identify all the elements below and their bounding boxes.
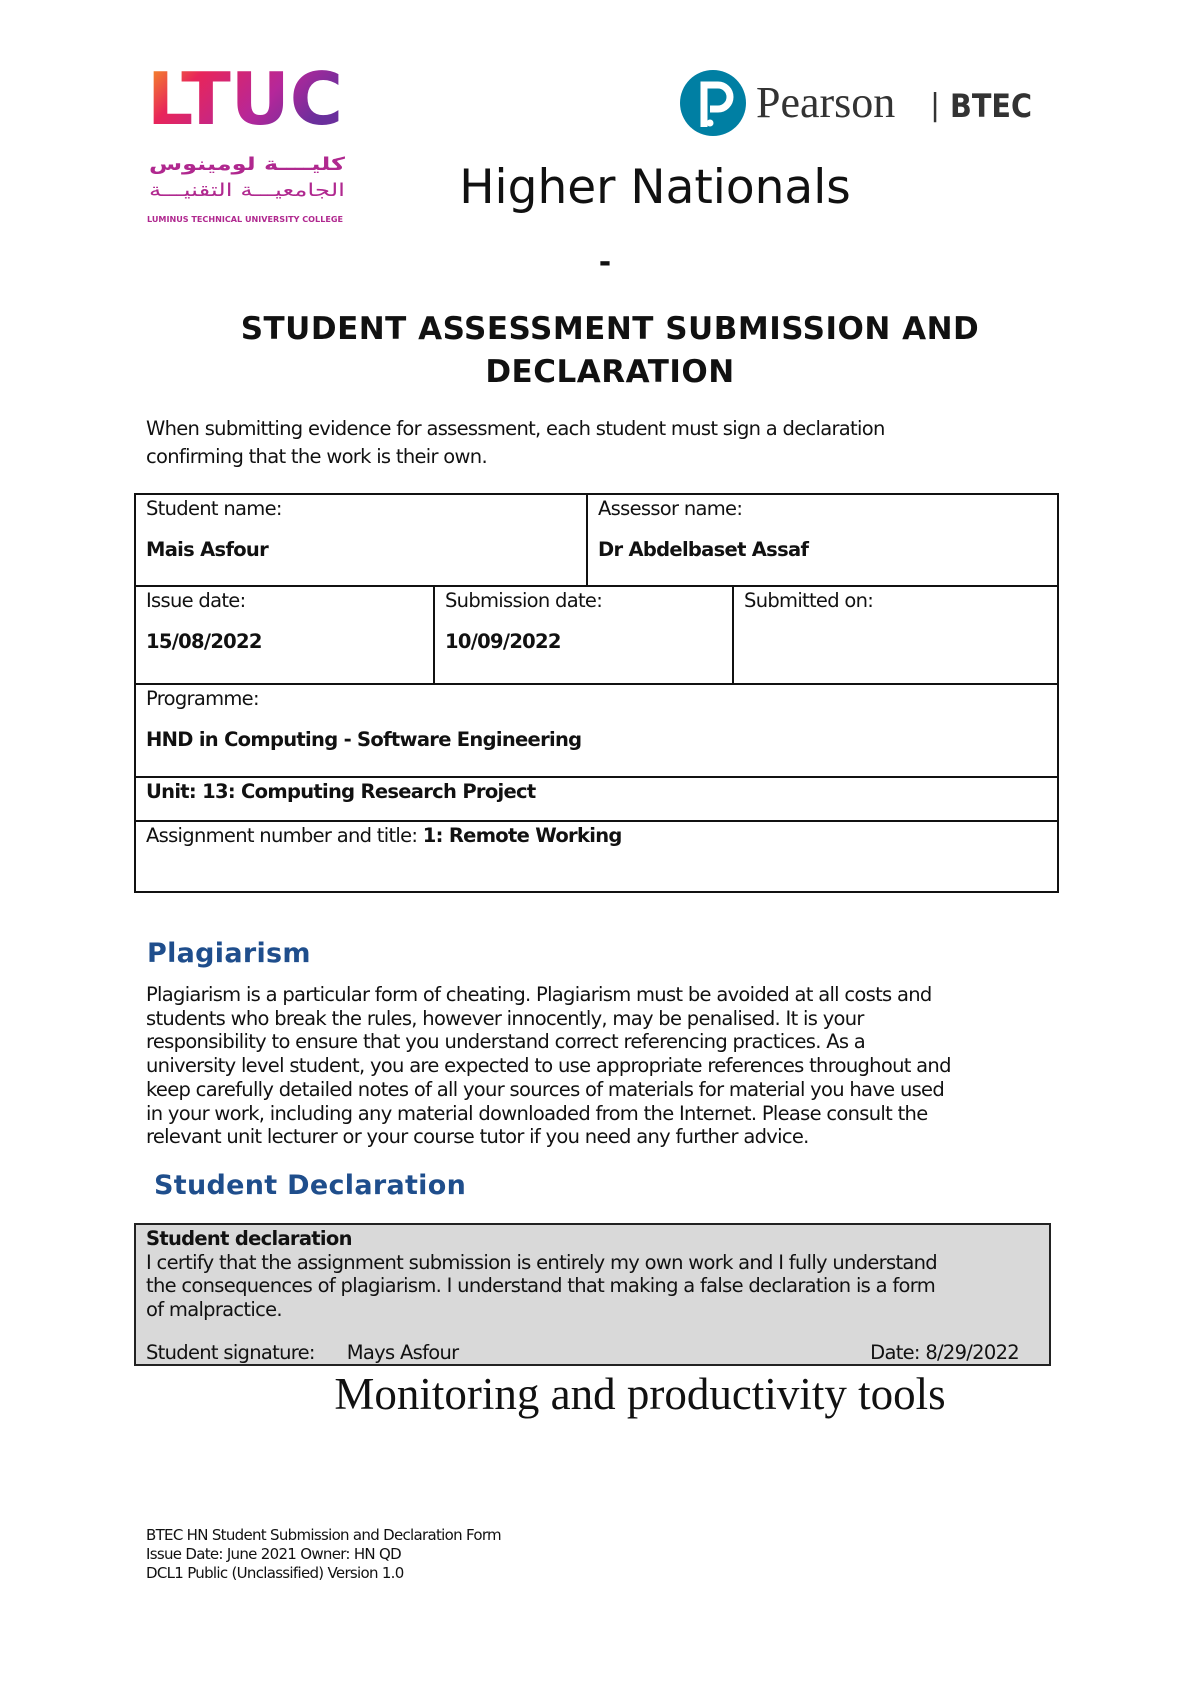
pearson-separator: | (930, 88, 941, 123)
issue-date-cell (135, 586, 434, 684)
btec-text: BTEC (950, 87, 1032, 125)
intro-line2: confirming that the work is their own. (146, 445, 487, 468)
programme-value: HND in Computing - Software Engineering (146, 728, 582, 751)
pearson-text: Pearson (756, 78, 896, 127)
programme-label: Programme: (146, 687, 259, 710)
submitted-on-cell (733, 586, 1058, 684)
submission-date-value: 10/09/2022 (445, 630, 561, 653)
plagiarism-line: relevant unit lecturer or your course tutor if you need any further advice. (146, 1125, 809, 1149)
intro-text (146, 415, 885, 471)
plagiarism-line: university level student, you are expected to use appropriate references throughout and (146, 1054, 951, 1078)
document-title (0, 308, 1200, 394)
plagiarism-heading: Plagiarism (147, 938, 311, 969)
issue-date-label: Issue date: (146, 589, 246, 612)
student-name-value: Mais Asfour (146, 538, 269, 561)
footer (146, 1526, 501, 1583)
submitted-on-label: Submitted on: (744, 589, 874, 612)
signature-row (146, 1341, 1019, 1365)
declaration-line: I certify that the assignment submission is entirely my own work and I fully understand (146, 1250, 937, 1274)
document-title-line1: STUDENT ASSESSMENT SUBMISSION AND (240, 311, 980, 347)
programme-cell (135, 684, 1058, 777)
assessor-name-cell (587, 494, 1058, 586)
section-title: Monitoring and productivity tools (334, 1369, 946, 1419)
date-value: 8/29/2022 (925, 1340, 1019, 1364)
signature-label: Student signature: (146, 1340, 315, 1364)
plagiarism-line: responsibility to ensure that you understand correct referencing practices. As a (146, 1030, 866, 1054)
ltuc-caption: LUMINUS TECHNICAL UNIVERSITY COLLEGE (147, 215, 343, 224)
assignment-label: Assignment number and title: (146, 824, 418, 847)
assignment-cell (135, 821, 1058, 892)
ltuc-logo-text: LTUC (147, 62, 343, 141)
declaration-line: of malpractice. (146, 1297, 282, 1321)
unit-value: Unit: 13: Computing Research Project (146, 780, 536, 803)
date-label: Date: (870, 1340, 920, 1364)
submission-date-label: Submission date: (445, 589, 603, 612)
assessor-name-label: Assessor name: (598, 497, 743, 520)
plagiarism-line: in your work, including any material downloaded from the Internet. Please consult the (146, 1101, 928, 1125)
unit-cell (135, 777, 1058, 821)
document-title-line2: DECLARATION (485, 354, 735, 390)
ltuc-arabic-line1: كليــــة لومينوس (149, 154, 346, 175)
student-declaration-heading: Student Declaration (154, 1170, 467, 1201)
student-name-cell (135, 494, 587, 586)
submission-date-cell (434, 586, 733, 684)
signature-value: Mays Asfour (346, 1340, 459, 1364)
footer-line1: BTEC HN Student Submission and Declaration Form (146, 1526, 501, 1544)
higher-nationals-title: Higher Nationals (459, 160, 851, 215)
footer-line3: DCL1 Public (Unclassified) Version 1.0 (146, 1564, 404, 1582)
plagiarism-text (146, 983, 951, 1149)
footer-line2: Issue Date: June 2021 Owner: HN QD (146, 1545, 401, 1563)
title-dash: - (598, 245, 612, 280)
student-name-label: Student name: (146, 497, 282, 520)
intro-line1: When submitting evidence for assessment, each student must sign a declaration (146, 417, 885, 440)
plagiarism-line: keep carefully detailed notes of all your sources of materials for material you have used (146, 1077, 945, 1101)
assignment-value: 1: Remote Working (422, 824, 622, 847)
plagiarism-line: Plagiarism is a particular form of cheating. Plagiarism must be avoided at all costs and (146, 983, 932, 1006)
declaration-box-title: Student declaration (146, 1227, 352, 1250)
plagiarism-line: students who break the rules, however innocently, may be penalised. It is your (146, 1006, 864, 1030)
ltuc-arabic-line2: الجامعيـــة التقنيـــة (149, 180, 345, 201)
submission-form-table (134, 493, 1059, 893)
assessor-name-value: Dr Abdelbaset Assaf (598, 538, 809, 561)
pearson-btec-logo (680, 65, 1040, 141)
declaration-line: the consequences of plagiarism. I understand that making a false declaration is a form (146, 1274, 936, 1297)
declaration-box (134, 1223, 1051, 1366)
issue-date-value: 15/08/2022 (146, 630, 262, 653)
